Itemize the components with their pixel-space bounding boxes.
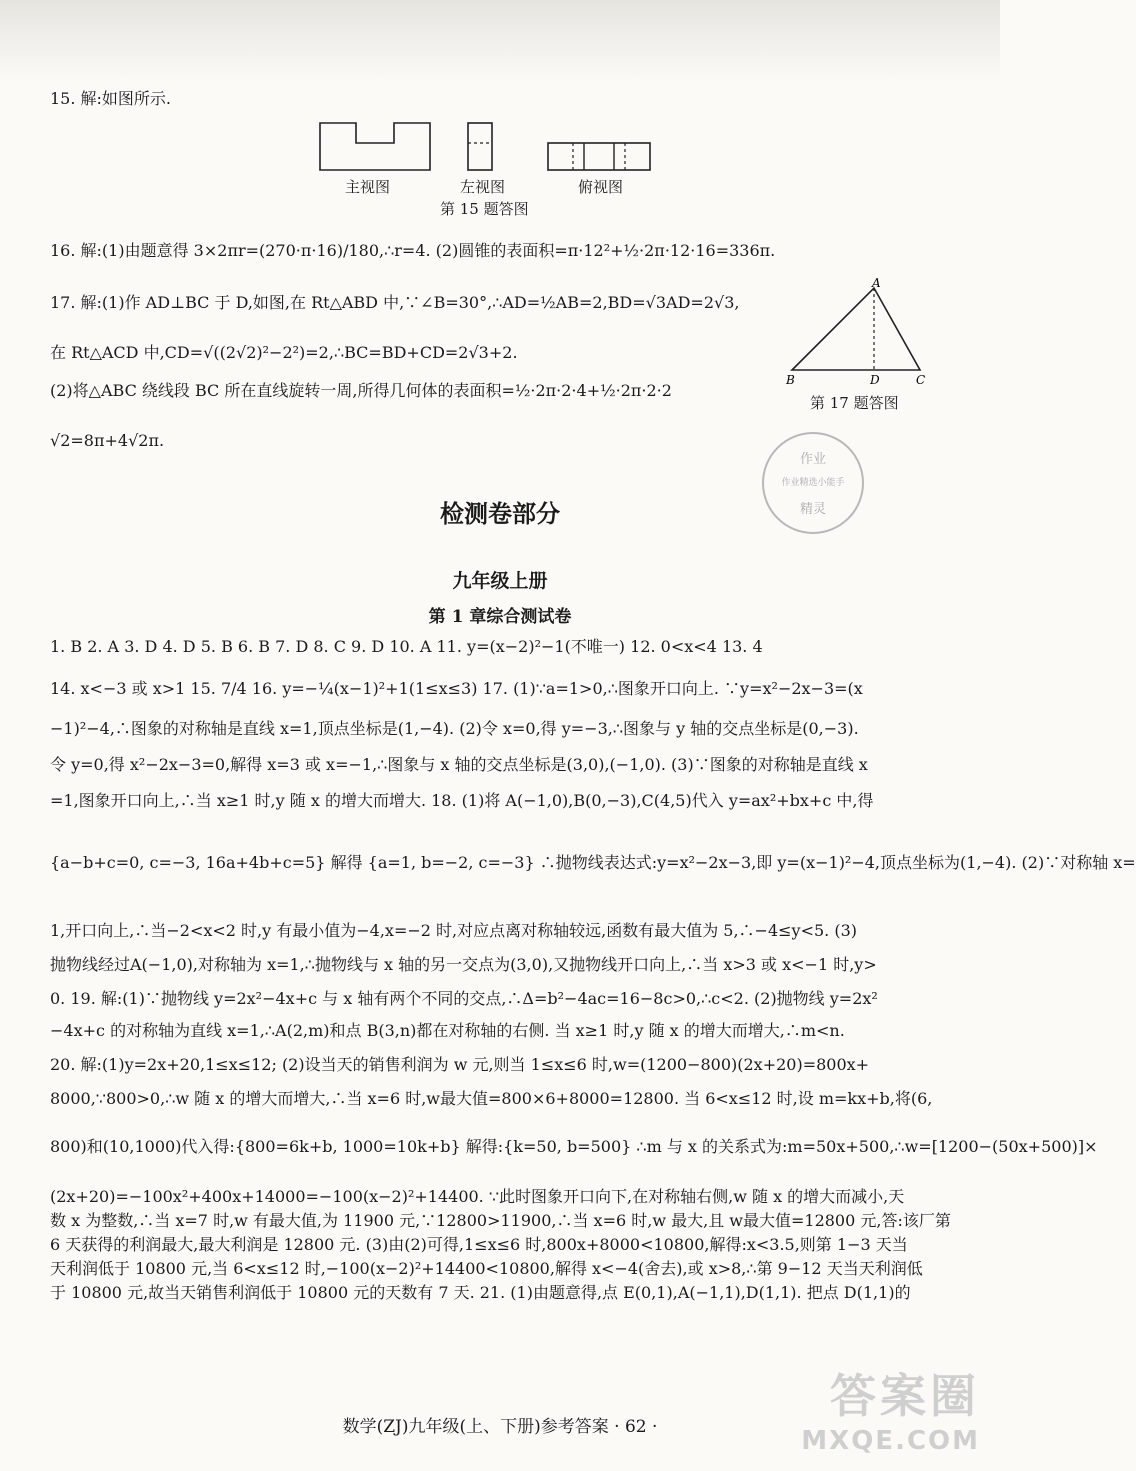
grade-title: 九年级上册 bbox=[452, 570, 548, 592]
left-view-label: 左视图 bbox=[460, 178, 506, 196]
section-title: 检测卷部分 bbox=[440, 499, 560, 528]
point-c-label: C bbox=[916, 373, 926, 387]
answer-line: {a−b+c=0, c=−3, 16a+4b+c=5} 解得 {a=1, b=−2, c=−3} ∴抛物线表达式:y=x²−2x−3,即 y=(x−1)²−4,顶点坐标为(1,−4). (2)∵对称轴 x= bbox=[50, 853, 1136, 872]
answer-line: 数 x 为整数,∴当 x=7 时,w 有最大值,为 11900 元,∵12800>11900,∴当 x=6 时,w 最大,且 w最大值=12800 元,答:该厂第 bbox=[50, 1211, 951, 1230]
stamp-line2: 作业精选小能手 bbox=[781, 478, 845, 488]
answer-line: 800)和(10,1000)代入得:{800=6k+b, 1000=10k+b} 解得:{k=50, b=500} ∴m 与 x 的关系式为:m=50x+500,∴w=[1200−(50x+500)]× bbox=[50, 1137, 1098, 1156]
top-view-label: 俯视图 bbox=[578, 178, 624, 196]
answer-line: =1,图象开口向上,∴当 x≥1 时,y 随 x 的增大而增大. 18. (1)将 A(−1,0),B(0,−3),C(4,5)代入 y=ax²+bx+c 中,得 bbox=[50, 791, 874, 810]
q17-line4: √2=8π+4√2π. bbox=[50, 431, 165, 450]
watermark-logo bbox=[801, 1360, 980, 1456]
q15-text: 15. 解:如图所示. bbox=[50, 89, 172, 108]
triangle-abc bbox=[792, 288, 920, 370]
answer-line: 14. x<−3 或 x>1 15. 7/4 16. y=−¼(x−1)²+1(1≤x≤3) 17. (1)∵a=1>0,∴图象开口向上. ∵y=x²−2x−3=(x bbox=[50, 679, 863, 698]
stamp-line3: 精灵 bbox=[799, 502, 826, 517]
answer-line: 8000,∵800>0,∴w 随 x 的增大而增大,∴当 x=6 时,w最大值=800×6+8000=12800. 当 6<x≤12 时,设 m=kx+b,将(6, bbox=[50, 1089, 933, 1108]
q15-three-views-figure bbox=[318, 118, 658, 176]
answer-line: (2x+20)=−100x²+400x+14000=−100(x−2)²+14400. ∵此时图象开口向下,在对称轴右侧,w 随 x 的增大而减小,天 bbox=[50, 1187, 905, 1206]
watermark-line2: MXQE.COM bbox=[801, 1426, 980, 1456]
page-footer: 数学(ZJ)九年级(上、下册)参考答案 · 62 · bbox=[342, 1417, 658, 1437]
answer-line: 6 天获得的利润最大,最大利润是 12800 元. (3)由(2)可得,1≤x≤6 时,800x+8000<10800,解得:x<3.5,则第 1−3 天当 bbox=[50, 1235, 908, 1254]
q17-line2: 在 Rt△ACD 中,CD=√((2√2)²−2²)=2,∴BC=BD+CD=2√3+2. bbox=[50, 343, 518, 362]
q15-caption: 第 15 题答图 bbox=[440, 200, 529, 218]
answer-line: 0. 19. 解:(1)∵抛物线 y=2x²−4x+c 与 x 轴有两个不同的交点,∴Δ=b²−4ac=16−8c>0,∴c<2. (2)抛物线 y=2x² bbox=[50, 989, 878, 1008]
answer-line: 天利润低于 10800 元,当 6<x≤12 时,−100(x−2)²+14400<10800,解得 x<−4(舍去),或 x>8,∴第 9−12 天当天利润低 bbox=[50, 1259, 923, 1278]
point-a-label: A bbox=[872, 276, 881, 290]
stamp-line1: 作业 bbox=[799, 452, 826, 467]
point-d-label: D bbox=[870, 373, 880, 387]
answer-line: 1. B 2. A 3. D 4. D 5. B 6. B 7. D 8. C 9. D 10. A 11. y=(x−2)²−1(不唯一) 12. 0<x<4 13. 4 bbox=[50, 637, 763, 656]
left-view-shape bbox=[468, 123, 492, 170]
top-view-shape bbox=[548, 143, 650, 170]
watermark-line1: 答案圈 bbox=[830, 1369, 980, 1423]
answer-line: 20. 解:(1)y=2x+20,1≤x≤12; (2)设当天的销售利润为 w 元,则当 1≤x≤6 时,w=(1200−800)(2x+20)=800x+ bbox=[50, 1055, 870, 1074]
answer-line: 令 y=0,得 x²−2x−3=0,解得 x=3 或 x=−1,∴图象与 x 轴的交点坐标是(3,0),(−1,0). (3)∵图象的对称轴是直线 x bbox=[50, 755, 868, 774]
q17-line1: 17. 解:(1)作 AD⊥BC 于 D,如图,在 Rt△ABD 中,∵∠B=30°,∴AD=½AB=2,BD=√3AD=2√3, bbox=[50, 293, 740, 312]
answer-line: −4x+c 的对称轴为直线 x=1,∴A(2,m)和点 B(3,n)都在对称轴的右侧. 当 x≥1 时,y 随 x 的增大而增大,∴m<n. bbox=[50, 1021, 845, 1040]
point-b-label: B bbox=[786, 373, 795, 387]
answer-line: 于 10800 元,故当天销售利润低于 10800 元的天数有 7 天. 21. (1)由题意得,点 E(0,1),A(−1,1),D(1,1). 把点 D(1,1)的 bbox=[50, 1283, 911, 1302]
chapter-title: 第 1 章综合测试卷 bbox=[428, 607, 572, 627]
scan-top-shadow bbox=[0, 0, 1000, 80]
q17-line3: (2)将△ABC 绕线段 BC 所在直线旋转一周,所得几何体的表面积=½·2π·2·4+½·2π·2·2 bbox=[50, 381, 672, 400]
front-view-shape bbox=[320, 123, 430, 170]
front-view-label: 主视图 bbox=[345, 178, 391, 196]
q17-caption: 第 17 题答图 bbox=[810, 394, 899, 412]
answer-line: 1,开口向上,∴当−2<x<2 时,y 有最小值为−4,x=−2 时,对应点离对称轴较远,函数有最大值为 5,∴−4≤y<5. (3) bbox=[50, 921, 858, 940]
answer-line: −1)²−4,∴图象的对称轴是直线 x=1,顶点坐标是(1,−4). (2)令 x=0,得 y=−3,∴图象与 y 轴的交点坐标是(0,−3). bbox=[50, 719, 859, 738]
q17-triangle-figure bbox=[782, 278, 932, 386]
answer-line: 抛物线经过A(−1,0),对称轴为 x=1,∴抛物线与 x 轴的另一交点为(3,0),又抛物线开口向上,∴当 x>3 或 x<−1 时,y> bbox=[50, 955, 877, 974]
q16-text: 16. 解:(1)由题意得 3×2πr=(270·π·16)/180,∴r=4. (2)圆锥的表面积=π·12²+½·2π·12·16=336π. bbox=[50, 241, 776, 260]
